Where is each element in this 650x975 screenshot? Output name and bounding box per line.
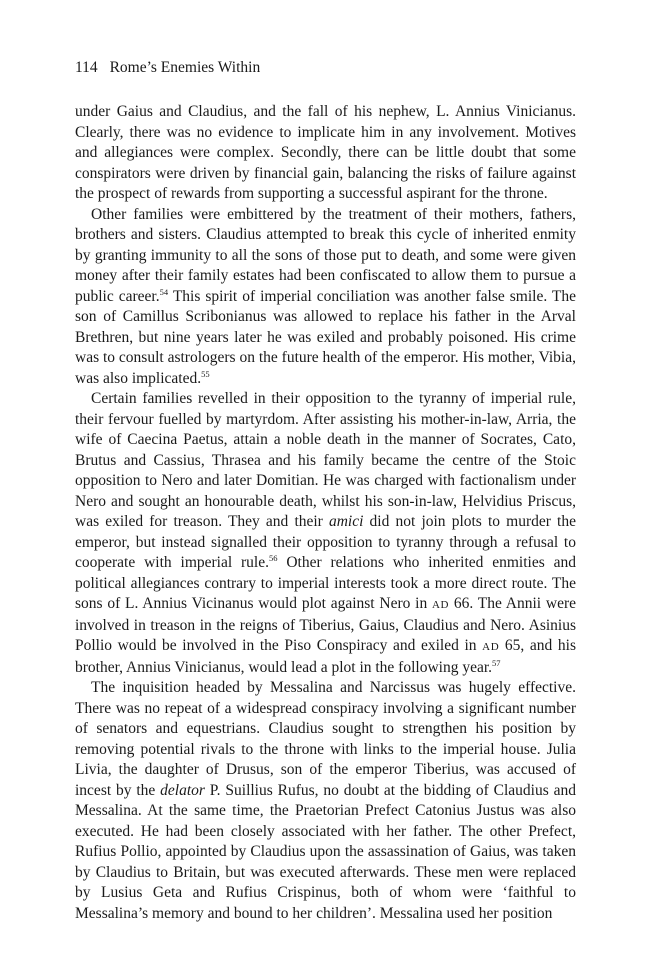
era-abbreviation: AD xyxy=(482,641,500,653)
text-run: Certain families revelled in their opposition to the tyranny of imperial rule, their fervour fuelled by martyrdom. After assisting his mother-in-law, Arria, the wife of Caecina Paetus, attain a noble death in the manner of Socrates, Cato, Brutus and Cassius, Thrasea and his family became the centre of the Stoic opposition to Nero and later Domitian. He was charged with factionalism under Nero and sought an honourable death, whilst his son-in-law, Helvidius Priscus, was exiled for treason. They and their xyxy=(75,390,576,530)
running-title: Rome’s Enemies Within xyxy=(109,59,261,76)
text-run: did not join plots to murder the emperor, but instead signalled their opposition to tyranny through a refusal to cooperate with imperial rule. xyxy=(75,513,576,571)
page-number: 114 xyxy=(75,59,98,76)
footnote-marker: 56 xyxy=(269,552,278,563)
footnote-marker: 55 xyxy=(201,368,210,379)
paragraph xyxy=(75,389,576,678)
body-text xyxy=(75,102,576,924)
text-run: P. Suillius Rufus, no doubt at the bidding of Claudius and Messalina. At the same time, the Praetorian Prefect Catonius Justus was also executed. He had been closely associated with her father. The other Prefect, Rufius Pollio, appointed by Claudius upon the assassination of Gaius, was taken by Claudius to Britain, but was executed afterwards. These men were replaced by Lusius Geta and Rufius Crispinus, both of whom were ‘faithful to Messalina’s memory and bound to her children’. Messalina used her position xyxy=(75,781,576,922)
text-run: 66. The Annii were involved in treason in the reigns of Tiberius, Gaius, Claudius and Nero. Asinius Pollio would be involved in the Piso Conspiracy and exiled in xyxy=(75,595,576,654)
text-run: under Gaius and Claudius, and the fall of his nephew, L. Annius Vinicianus. Clearly, there was no evidence to implicate him in any involvement. Motives and allegiances were complex. Secondly, there can be little doubt that some conspirators were driven by financial gain, balancing the risks of failure against the prospect of rewards from supporting a successful aspirant for the throne. xyxy=(75,103,576,202)
paragraph xyxy=(75,102,576,205)
footnote-marker: 54 xyxy=(159,286,169,297)
italic-term: amici xyxy=(328,513,364,530)
era-abbreviation: AD xyxy=(432,599,450,611)
text-run: The inquisition headed by Messalina and Narcissus was hugely effective. There was no repeat of a widespread conspiracy involving a significant number of senators and equestrians. Claudius sought to strengthen his position by removing potential rivals to the throne with links to the imperial house. Julia Livia, the daughter of Drusus, son of the emperor Tiberius, was accused of incest by the xyxy=(75,679,576,799)
footnote-marker: 57 xyxy=(492,657,501,668)
text-run: Other families were embittered by the treatment of their mothers, fathers, brothers and sisters. Claudius attempted to break this cycle of inherited enmity by granting immunity to all the sons of those put to death, and some were given money after their family estates had been confiscated to allow them to pursue a public career. xyxy=(75,205,576,305)
text-run: 65, and his brother, Annius Vinicianus, would lead a plot in the following year. xyxy=(75,637,576,676)
book-page xyxy=(75,58,576,924)
text-run: Other relations who inherited enmities and political allegiances contrary to imperial interests took a more direct route. The sons of L. Annius Vicinanus would plot against Nero in xyxy=(75,554,576,612)
italic-term: delator xyxy=(160,781,205,799)
paragraph xyxy=(75,205,576,390)
paragraph xyxy=(75,678,576,924)
text-run: This spirit of imperial conciliation was another false smile. The son of Camillus Scribonianus was allowed to replace his father in the Arval Brethren, but nine years later he was exiled and probably poisoned. His crime was to consult astrologers on the future health of the emperor. His mother, Vibia, was also implicated. xyxy=(75,287,577,387)
running-head xyxy=(75,58,576,78)
